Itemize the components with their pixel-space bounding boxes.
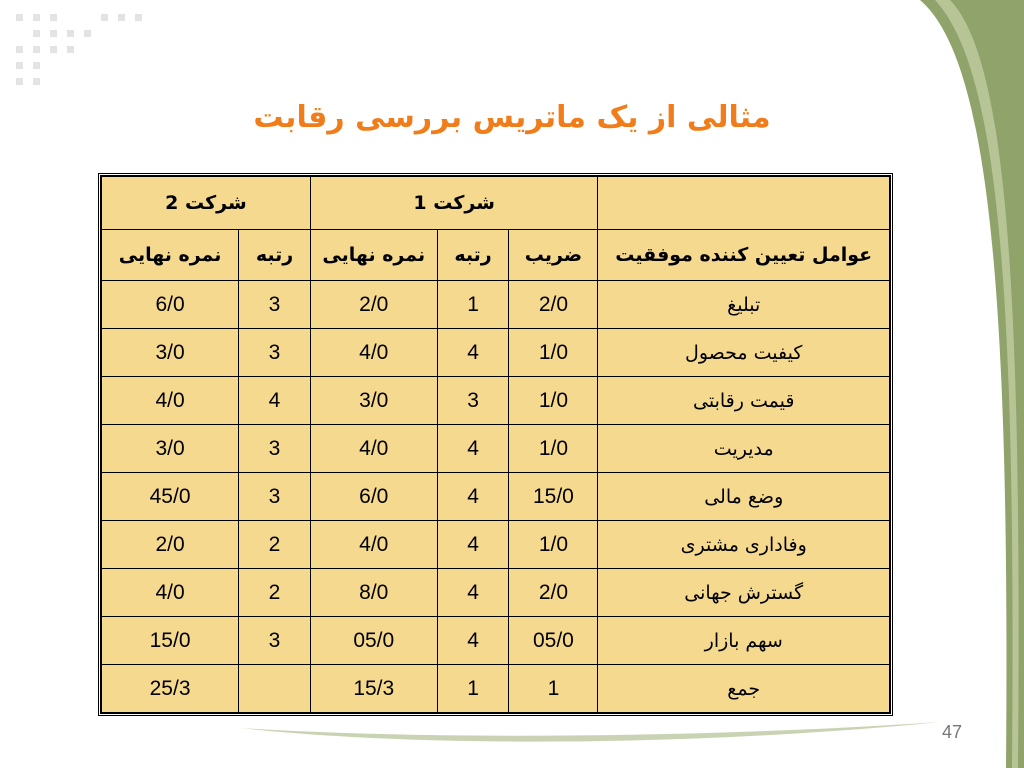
dot bbox=[135, 62, 142, 69]
dot bbox=[84, 62, 91, 69]
weight-cell: 1/0 bbox=[509, 425, 598, 473]
company2-score-cell: 25/3 bbox=[102, 665, 239, 713]
dot bbox=[118, 62, 125, 69]
dot bbox=[84, 46, 91, 53]
factor-cell: وضع مالی bbox=[598, 473, 890, 521]
company2-rank-cell: 3 bbox=[239, 425, 311, 473]
dot bbox=[16, 78, 23, 85]
dot bbox=[118, 30, 125, 37]
factor-cell: گسترش جهانی bbox=[598, 569, 890, 617]
dot bbox=[16, 30, 23, 37]
company2-rank-cell: 3 bbox=[239, 473, 311, 521]
company2-rank-cell: 2 bbox=[239, 569, 311, 617]
dot bbox=[84, 14, 91, 21]
dot bbox=[50, 78, 57, 85]
company2-score-cell: 4/0 bbox=[102, 377, 239, 425]
dot bbox=[16, 14, 23, 21]
weight-cell: 1 bbox=[509, 665, 598, 713]
header-company1-score: نمره نهایی bbox=[310, 230, 437, 281]
company1-rank-cell: 1 bbox=[437, 281, 509, 329]
table-row bbox=[102, 377, 890, 425]
header-success-factors: عوامل تعیین کننده موفقیت bbox=[598, 230, 890, 281]
company1-rank-cell: 4 bbox=[437, 521, 509, 569]
header-company2-rank: رتبه bbox=[239, 230, 311, 281]
dot bbox=[50, 62, 57, 69]
dot bbox=[101, 14, 108, 21]
weight-cell: 1/0 bbox=[509, 329, 598, 377]
table-row bbox=[102, 521, 890, 569]
company1-rank-cell: 4 bbox=[437, 473, 509, 521]
dot bbox=[101, 62, 108, 69]
company1-rank-cell: 4 bbox=[437, 329, 509, 377]
weight-cell: 15/0 bbox=[509, 473, 598, 521]
company1-score-cell: 05/0 bbox=[310, 617, 437, 665]
factor-cell: مدیریت bbox=[598, 425, 890, 473]
dot bbox=[67, 46, 74, 53]
dot bbox=[33, 62, 40, 69]
dot bbox=[67, 62, 74, 69]
company1-score-cell: 4/0 bbox=[310, 329, 437, 377]
company2-score-cell: 3/0 bbox=[102, 425, 239, 473]
company1-score-cell: 6/0 bbox=[310, 473, 437, 521]
dot bbox=[101, 30, 108, 37]
dot bbox=[50, 14, 57, 21]
table-row bbox=[102, 281, 890, 329]
company1-score-cell: 4/0 bbox=[310, 521, 437, 569]
company2-score-cell: 45/0 bbox=[102, 473, 239, 521]
group-header-row bbox=[102, 177, 890, 230]
weight-cell: 05/0 bbox=[509, 617, 598, 665]
company2-rank-cell: 3 bbox=[239, 617, 311, 665]
company2-score-cell: 6/0 bbox=[102, 281, 239, 329]
dot bbox=[101, 78, 108, 85]
company2-rank-cell: 2 bbox=[239, 521, 311, 569]
header-company2-score: نمره نهایی bbox=[102, 230, 239, 281]
total-row bbox=[102, 665, 890, 713]
weight-cell: 2/0 bbox=[509, 569, 598, 617]
table-row bbox=[102, 569, 890, 617]
company2-score-cell: 3/0 bbox=[102, 329, 239, 377]
factor-cell: وفاداری مشتری bbox=[598, 521, 890, 569]
page-number: 47 bbox=[941, 722, 962, 742]
factor-cell: قیمت رقابتی bbox=[598, 377, 890, 425]
factor-cell: سهم بازار bbox=[598, 617, 890, 665]
dot bbox=[67, 14, 74, 21]
company2-rank-cell bbox=[239, 665, 311, 713]
dot bbox=[50, 46, 57, 53]
dot bbox=[135, 30, 142, 37]
company1-rank-cell: 4 bbox=[437, 425, 509, 473]
company2-score-cell: 4/0 bbox=[102, 569, 239, 617]
dot bbox=[33, 14, 40, 21]
table-row bbox=[102, 473, 890, 521]
dot bbox=[67, 78, 74, 85]
company1-score-cell: 2/0 bbox=[310, 281, 437, 329]
competitive-matrix-table-frame bbox=[98, 173, 893, 716]
slide-title: مثالی از یک ماتریس بررسی رقابت bbox=[253, 100, 771, 135]
factor-cell: جمع bbox=[598, 665, 890, 713]
table-row bbox=[102, 425, 890, 473]
dot bbox=[67, 30, 74, 37]
dot bbox=[33, 78, 40, 85]
company1-rank-cell: 4 bbox=[437, 569, 509, 617]
header-company-2: شرکت 2 bbox=[102, 177, 311, 230]
dot bbox=[33, 30, 40, 37]
dot bbox=[118, 78, 125, 85]
factor-cell: تبلیغ bbox=[598, 281, 890, 329]
dot bbox=[84, 78, 91, 85]
company1-rank-cell: 1 bbox=[437, 665, 509, 713]
header-company1-rank: رتبه bbox=[437, 230, 509, 281]
company1-score-cell: 8/0 bbox=[310, 569, 437, 617]
factor-cell: کیفیت محصول bbox=[598, 329, 890, 377]
dot bbox=[118, 46, 125, 53]
company1-score-cell: 3/0 bbox=[310, 377, 437, 425]
weight-cell: 1/0 bbox=[509, 521, 598, 569]
header-company-1: شرکت 1 bbox=[310, 177, 598, 230]
bottom-swoosh bbox=[240, 722, 940, 742]
company1-score-cell: 4/0 bbox=[310, 425, 437, 473]
company1-rank-cell: 4 bbox=[437, 617, 509, 665]
company1-score-cell: 15/3 bbox=[310, 665, 437, 713]
company2-score-cell: 15/0 bbox=[102, 617, 239, 665]
company2-rank-cell: 4 bbox=[239, 377, 311, 425]
dot bbox=[33, 46, 40, 53]
dot bbox=[135, 46, 142, 53]
dot bbox=[16, 46, 23, 53]
dot bbox=[84, 30, 91, 37]
company2-rank-cell: 3 bbox=[239, 281, 311, 329]
company1-rank-cell: 3 bbox=[437, 377, 509, 425]
company2-rank-cell: 3 bbox=[239, 329, 311, 377]
dot bbox=[135, 14, 142, 21]
dot bbox=[16, 62, 23, 69]
dot-pattern bbox=[16, 14, 142, 85]
table-row bbox=[102, 329, 890, 377]
header-factors-blank bbox=[598, 177, 890, 230]
dot bbox=[101, 46, 108, 53]
dot bbox=[135, 78, 142, 85]
competitive-matrix-table bbox=[101, 176, 890, 713]
sub-header-row bbox=[102, 230, 890, 281]
weight-cell: 2/0 bbox=[509, 281, 598, 329]
header-weight: ضریب bbox=[509, 230, 598, 281]
weight-cell: 1/0 bbox=[509, 377, 598, 425]
company2-score-cell: 2/0 bbox=[102, 521, 239, 569]
dot bbox=[118, 14, 125, 21]
dot bbox=[50, 30, 57, 37]
table-row bbox=[102, 617, 890, 665]
